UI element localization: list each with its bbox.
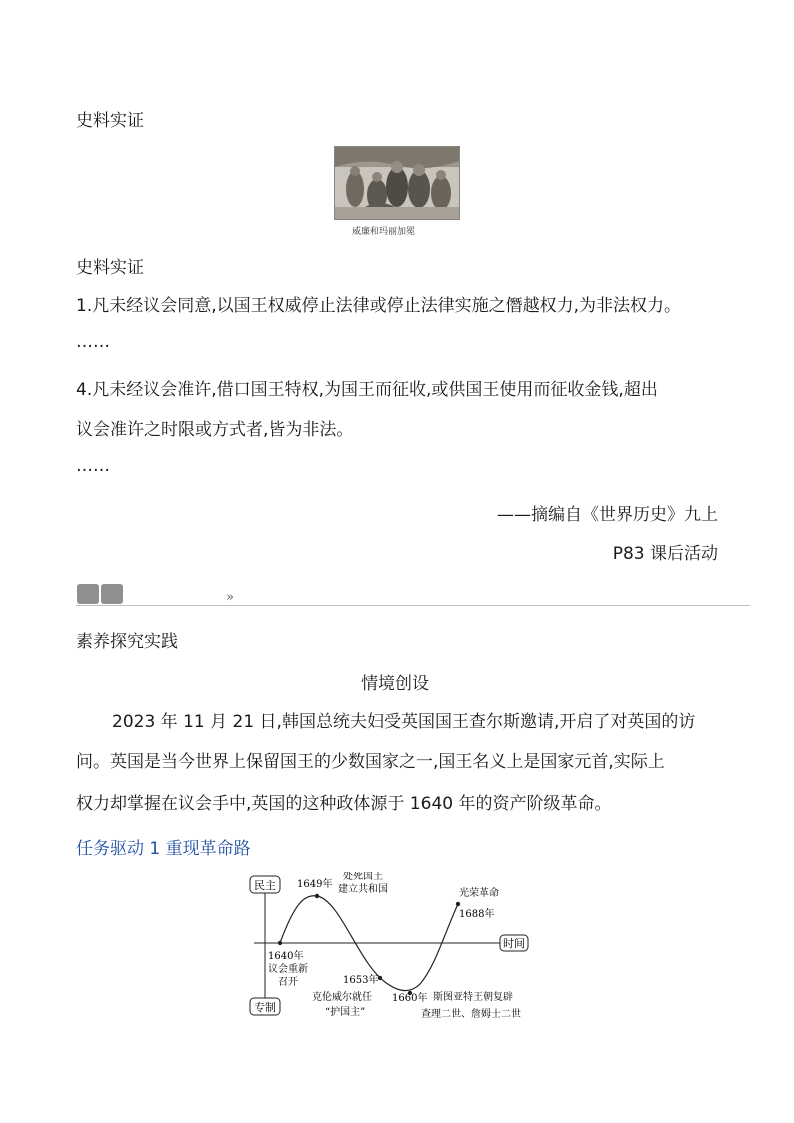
event-1660-line-2: 查理二世、詹姆士二世	[421, 1009, 521, 1020]
ellipsis-2: ……	[76, 456, 110, 476]
event-1688-line-1: 光荣革命	[459, 888, 499, 899]
source-citation: ——摘编自《世界历史》九上	[497, 505, 718, 525]
section-tab-block-1	[77, 584, 99, 604]
y-axis-bottom-label: 专制	[254, 1001, 276, 1014]
section-heading-historical-evidence-2: 史料实证	[76, 258, 144, 278]
revolution-path-diagram	[240, 872, 540, 1022]
event-dot-1653	[378, 976, 382, 980]
coronation-engraving-image	[334, 146, 460, 220]
event-1653-line-1: 克伦威尔就任	[312, 992, 372, 1003]
scenario-paragraph-line-2: 问。英国是当今世界上保留国王的少数国家之一,国王名义上是国家元首,实际上	[76, 752, 665, 772]
ellipsis-1: ……	[76, 332, 110, 352]
section-heading-inquiry-practice: 素养探究实践	[76, 632, 178, 652]
event-1640-line-1: 议会重新	[268, 964, 308, 975]
event-1688-year: 1688年	[459, 909, 495, 920]
event-1653-line-2: “护国主”	[325, 1007, 366, 1018]
event-dot-1640	[278, 941, 282, 945]
scenario-paragraph-line-3: 权力却掌握在议会手中,英国的这种政体源于 1640 年的资产阶级革命。	[76, 794, 612, 814]
scenario-paragraph-line-1: 2023 年 11 月 21 日,韩国总统夫妇受英国国王查尔斯邀请,开启了对英国的访	[112, 712, 696, 732]
page-reference: P83 课后活动	[612, 544, 718, 564]
event-1640-line-2: 召开	[278, 977, 298, 988]
event-1660-line-1: 斯图亚特王朝复辟	[433, 992, 513, 1003]
engraving-illustration	[335, 147, 459, 219]
section-tab-block-2	[101, 584, 123, 604]
x-axis-label: 时间	[503, 937, 525, 950]
clause-4-line-2: 议会准许之时限或方式者,皆为非法。	[76, 420, 354, 440]
clause-1-text: 1.凡未经议会同意,以国王权威停止法律或停止法律实施之僭越权力,为非法权力。	[76, 296, 682, 316]
task-label: 任务驱动 1 重现革命路	[76, 839, 251, 859]
double-chevron-icon: »	[226, 590, 234, 605]
event-dot-1649	[315, 894, 319, 898]
scenario-subheading: 情境创设	[361, 674, 429, 694]
y-axis-top-label: 民主	[254, 879, 276, 892]
event-1653-year: 1653年	[343, 975, 379, 986]
section-heading-historical-evidence: 史料实证	[76, 111, 144, 131]
clause-4-line-1: 4.凡未经议会准许,借口国王特权,为国王而征收,或供国王使用而征收金钱,超出	[76, 380, 658, 400]
figure-caption: 威廉和玛丽加冕	[352, 227, 416, 237]
section-divider-line	[76, 605, 750, 606]
event-1649-line-2: 建立共和国	[338, 884, 388, 895]
event-dot-1688	[456, 902, 460, 906]
event-1660-year: 1660年	[392, 993, 428, 1004]
event-1649-line-1: 处死国王	[343, 872, 383, 882]
event-1640-year: 1640年	[268, 951, 304, 962]
event-1649-year: 1649年	[297, 879, 333, 890]
